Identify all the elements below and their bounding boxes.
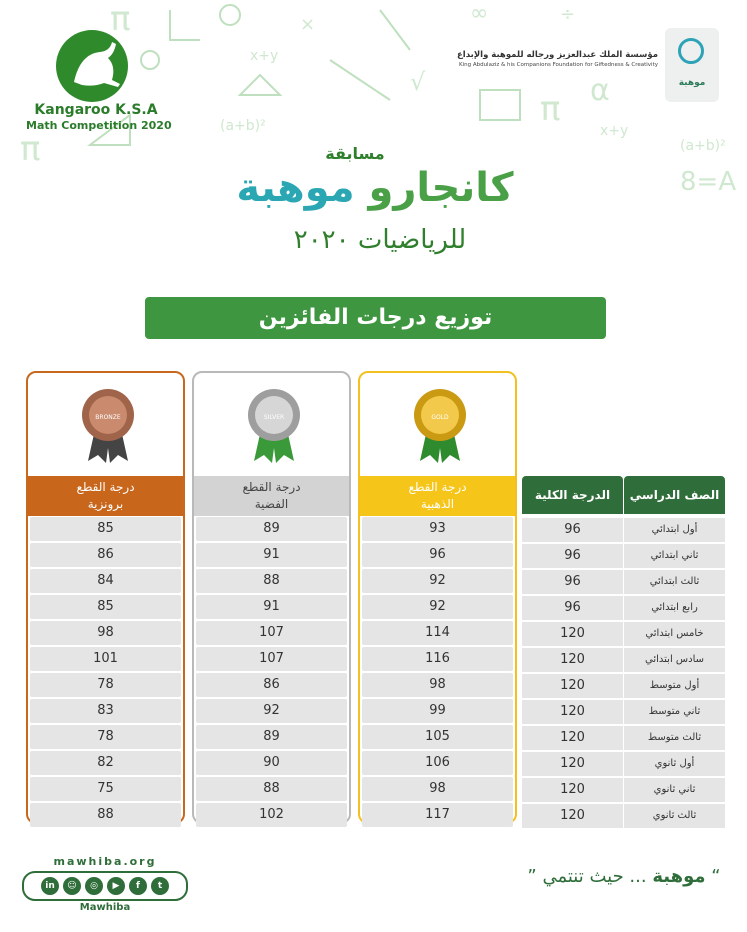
- competition-name-part2: موهبة: [236, 165, 355, 211]
- footer-name: Mawhiba: [79, 902, 131, 913]
- gold-cell: 106: [362, 751, 513, 775]
- total-rows: [522, 518, 623, 828]
- youtube-icon[interactable]: ▶: [107, 877, 125, 895]
- silver-cell: 107: [196, 647, 347, 671]
- silver-cell: 107: [196, 621, 347, 645]
- silver-medal-icon: [244, 387, 304, 467]
- grade-cell: ثاني ثانوي: [624, 778, 725, 802]
- bronze-cell: 98: [30, 621, 181, 645]
- grade-cell: ثالث ثانوي: [624, 804, 725, 828]
- bronze-cell: 85: [30, 595, 181, 619]
- bronze-cell: 75: [30, 777, 181, 801]
- foundation-name-en: King Abdulaziz & his Companions Foundation for Giftedness & Creativity: [458, 62, 658, 68]
- total-cell: 120: [522, 622, 623, 646]
- total-cell: 120: [522, 674, 623, 698]
- silver-header: [194, 476, 349, 516]
- svg-text:(a+b)²: (a+b)²: [680, 138, 726, 154]
- facebook-icon[interactable]: f: [129, 877, 147, 895]
- svg-text:×: ×: [300, 14, 316, 35]
- gold-cell: 96: [362, 543, 513, 567]
- gold-cell: 117: [362, 803, 513, 827]
- section-banner: توزيع درجات الفائزين: [145, 297, 606, 339]
- grade-cell: ثالث متوسط: [624, 726, 725, 750]
- gold-cell: 99: [362, 699, 513, 723]
- social-icons-bar: [22, 871, 188, 901]
- gold-medal-label: GOLD: [431, 414, 449, 421]
- gold-cell: 93: [362, 517, 513, 541]
- linkedin-icon[interactable]: in: [41, 877, 59, 895]
- silver-medal-label: SILVER: [263, 414, 285, 421]
- silver-header-line2: الفضية: [254, 497, 289, 511]
- kangaroo-subtitle: Math Competition 2020: [26, 119, 172, 132]
- gold-cell: 98: [362, 673, 513, 697]
- mawhiba-logo-icon: [678, 38, 704, 64]
- silver-column: [196, 517, 347, 829]
- grade-header: الصف الدراسي: [624, 476, 725, 514]
- silver-cell: 90: [196, 751, 347, 775]
- grade-column: [624, 476, 725, 830]
- bronze-cell: 82: [30, 751, 181, 775]
- mawhiba-logo-text: موهبة: [678, 78, 706, 88]
- bronze-cell: 78: [30, 725, 181, 749]
- total-cell: 120: [522, 778, 623, 802]
- silver-cell: 92: [196, 699, 347, 723]
- total-cell: 96: [522, 544, 623, 568]
- bronze-medal-icon: [78, 387, 138, 467]
- grade-cell: أول ابتدائي: [624, 518, 725, 542]
- bronze-cell: 86: [30, 543, 181, 567]
- slogan-brand: موهبة: [652, 866, 706, 887]
- bronze-cell: 83: [30, 699, 181, 723]
- bronze-cell: 78: [30, 673, 181, 697]
- gold-cell: 116: [362, 647, 513, 671]
- svg-text:x+y: x+y: [600, 123, 629, 139]
- competition-name-part1: كانجارو: [368, 165, 514, 211]
- svg-text:π: π: [20, 129, 41, 169]
- foundation-name-ar: مؤسسة الملك عبدالعزيز ورجاله للموهبة والإبداع: [457, 50, 658, 60]
- silver-cell: 89: [196, 725, 347, 749]
- grade-rows: [624, 518, 725, 828]
- gold-header-line2: الذهبية: [420, 497, 455, 511]
- total-cell: 120: [522, 752, 623, 776]
- grade-cell: سادس ابتدائي: [624, 648, 725, 672]
- silver-card: [192, 371, 351, 824]
- total-cell: 96: [522, 570, 623, 594]
- gold-cell: 92: [362, 595, 513, 619]
- silver-cell: 86: [196, 673, 347, 697]
- gold-column: [362, 517, 513, 829]
- gold-card: [358, 371, 517, 824]
- grade-cell: أول متوسط: [624, 674, 725, 698]
- svg-text:÷: ÷: [560, 4, 576, 25]
- website-link[interactable]: mawhiba.org: [53, 855, 157, 868]
- silver-cell: 91: [196, 595, 347, 619]
- slogan-quote-open: “: [711, 866, 721, 887]
- grade-cell: ثاني ابتدائي: [624, 544, 725, 568]
- silver-cell: 88: [196, 569, 347, 593]
- bronze-cell: 88: [30, 803, 181, 827]
- silver-cell: 91: [196, 543, 347, 567]
- competition-name: [210, 162, 540, 214]
- grade-cell: ثالث ابتدائي: [624, 570, 725, 594]
- silver-cell: 88: [196, 777, 347, 801]
- grade-cell: خامس ابتدائي: [624, 622, 725, 646]
- bronze-column: [30, 517, 181, 829]
- grade-cell: رابع ابتدائي: [624, 596, 725, 620]
- total-cell: 120: [522, 648, 623, 672]
- instagram-icon[interactable]: ◎: [85, 877, 103, 895]
- slogan: [524, 866, 724, 887]
- competition-subtitle: للرياضيات ٢٠٢٠: [293, 225, 467, 255]
- bronze-card: [26, 371, 185, 824]
- total-cell: 120: [522, 804, 623, 828]
- bronze-header: [28, 476, 183, 516]
- snapchat-icon[interactable]: ☺: [63, 877, 81, 895]
- gold-header-line1: درجة القطع: [408, 480, 467, 494]
- grade-cell: ثاني متوسط: [624, 700, 725, 724]
- svg-text:α: α: [590, 73, 610, 108]
- bronze-header-line1: درجة القطع: [76, 480, 135, 494]
- slogan-quote-close: ”: [527, 866, 537, 887]
- svg-text:x+y: x+y: [250, 48, 279, 64]
- svg-text:π: π: [110, 0, 131, 39]
- bronze-medal-label: BRONZE: [95, 414, 121, 421]
- competition-label: مسابقة: [325, 144, 385, 163]
- svg-text:∞: ∞: [470, 1, 489, 26]
- silver-cell: 89: [196, 517, 347, 541]
- total-cell: 96: [522, 596, 623, 620]
- gold-header: [360, 476, 515, 516]
- bronze-cell: 84: [30, 569, 181, 593]
- total-column: [522, 476, 623, 830]
- gold-cell: 98: [362, 777, 513, 801]
- silver-cell: 102: [196, 803, 347, 827]
- total-header: الدرجة الكلية: [522, 476, 623, 514]
- total-cell: 120: [522, 726, 623, 750]
- bronze-cell: 85: [30, 517, 181, 541]
- total-cell: 120: [522, 700, 623, 724]
- svg-text:8=A: 8=A: [680, 167, 737, 197]
- svg-text:(a+b)²: (a+b)²: [220, 118, 266, 134]
- kangaroo-icon: [56, 30, 128, 102]
- footer-social: [22, 855, 188, 913]
- total-cell: 96: [522, 518, 623, 542]
- silver-header-line1: درجة القطع: [242, 480, 301, 494]
- gold-cell: 92: [362, 569, 513, 593]
- slogan-text: ... حيث تنتمي: [542, 866, 647, 887]
- gold-medal-icon: [410, 387, 470, 467]
- grade-cell: أول ثانوي: [624, 752, 725, 776]
- twitter-icon[interactable]: t: [151, 877, 169, 895]
- bronze-cell: 101: [30, 647, 181, 671]
- gold-cell: 105: [362, 725, 513, 749]
- svg-text:π: π: [540, 89, 561, 129]
- gold-cell: 114: [362, 621, 513, 645]
- kangaroo-title: Kangaroo K.S.A: [34, 102, 158, 118]
- kangaroo-logo: [26, 30, 172, 132]
- svg-text:√: √: [410, 68, 426, 96]
- mawhiba-logo: [665, 28, 719, 102]
- bronze-header-line2: برونزية: [87, 497, 124, 511]
- foundation-name: [440, 50, 658, 68]
